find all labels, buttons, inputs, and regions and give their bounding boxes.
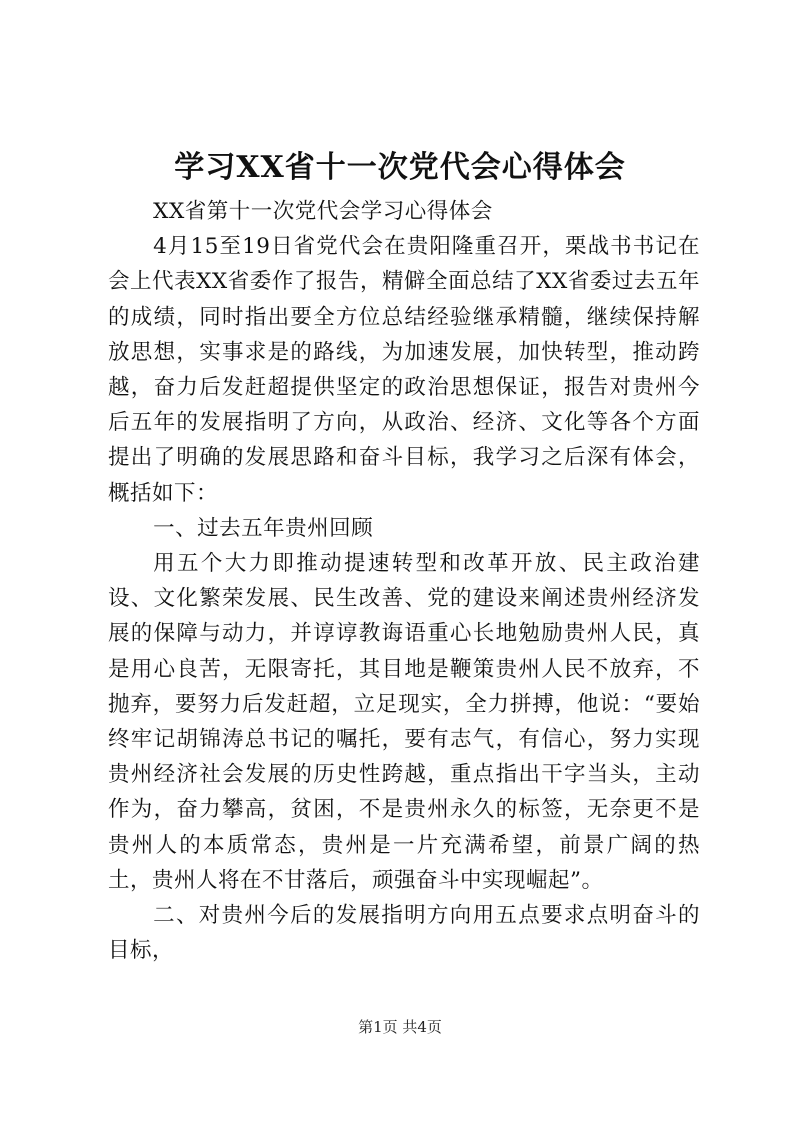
section-heading-2: 二、对贵州今后的发展指明方向用五点要求点明奋斗的目标， (108, 903, 700, 964)
page-footer: 第1页 共4页 (358, 1018, 442, 1036)
document-title: 学习XX省十一次党代会心得体会 (174, 150, 626, 185)
intro-paragraph: 4月15至19日省党代会在贵阳隆重召开，栗战书书记在会上代表XX省委作了报告，精僻全面总结了XX省委过去五年的成绩，同时指出要全方位总结经验继承精髓，继续保持解放思想，实事求是的路线，为加速发展，加快转型，推动跨越，奋力后发赶超提供坚定的政治思想保证，报告对贵州今后五年的发展指明了方向，从政治、经济、文化等各个方面提出了明确的发展思路和奋斗目标，我学习之后深有体会，概括如下： (108, 234, 700, 506)
section-heading-1: 一、过去五年贵州回顾 (153, 515, 374, 541)
subtitle-paragraph: XX省第十一次党代会学习心得体会 (153, 199, 493, 224)
section-1-paragraph: 用五个大力即推动提速转型和改革开放、民主政治建设、文化繁荣发展、民生改善、党的建设来阐述贵州经济发展的保障与动力，并谆谆教诲语重心长地勉励贵州人民，真是用心良苦，无限寄托，其目地是鞭策贵州人民不放弃，不抛弃，要努力后发赶超，立足现实，全力拼搏，他说：“要始终牢记胡锦涛总书记的嘱托，要有志气，有信心，努力实现贵州经济社会发展的历史性跨越，重点指出干字当头，主动作为，奋力攀高，贫困，不是贵州永久的标签，无奈更不是贵州人的本质常态，贵州是一片充满希望，前景广阔的热土，贵州人将在不甘落后，顽强奋斗中实现崛起”。 (108, 551, 700, 893)
document-body (108, 194, 700, 968)
